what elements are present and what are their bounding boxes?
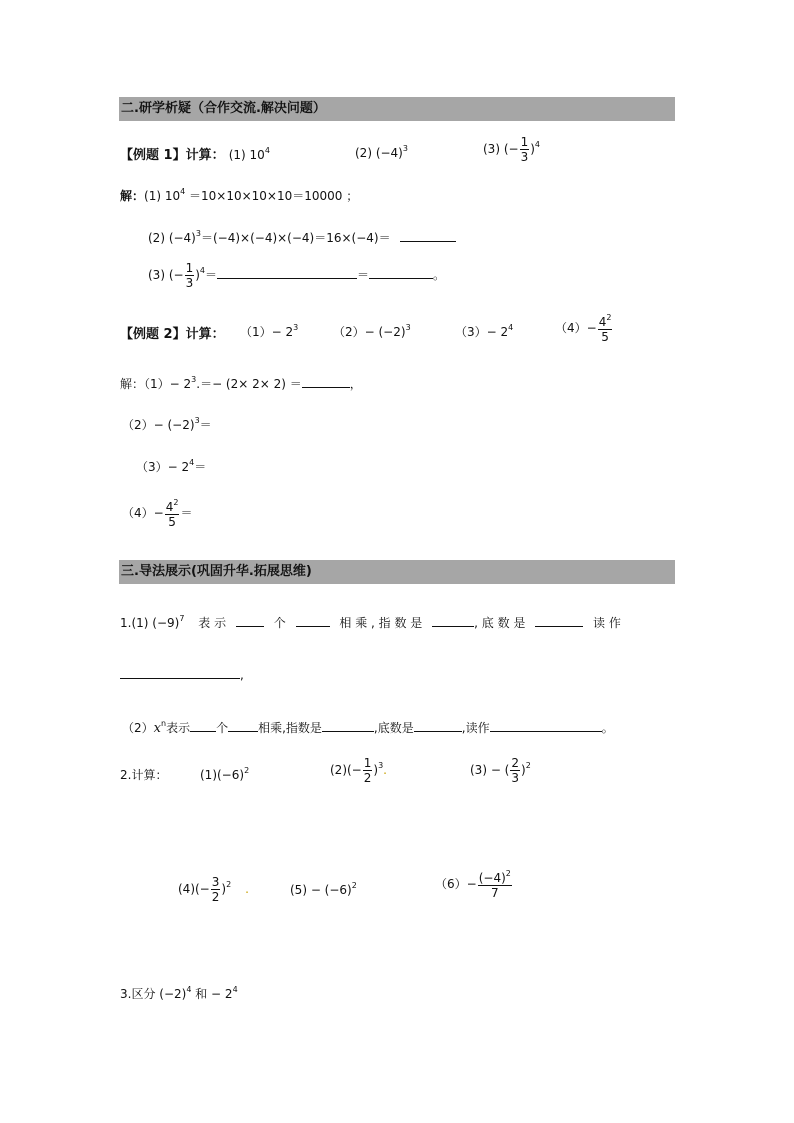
solution-1-line-1: 解：(1) $10^4 =10\times 10\times 10\times 10=10000$ ； [120,187,359,203]
answer-blank[interactable] [228,719,258,732]
question-2-item-1: $(1)(-6)^2$ [200,766,250,782]
question-1a-continuation: , [120,666,244,682]
question-1b-line: $(2)x^n$表示 个 相乘,指数是 ,底数是 ,读作 。 [122,719,614,736]
example-2-item-4: （4）− $\frac{4^2}{5}$ [555,313,612,344]
question-1a-line: 1.(1) $(-9)^7$ 表 示 个 相 乘 , 指 数 是 , 底 数 是 读 作 [120,614,621,630]
answer-blank[interactable] [369,266,433,279]
question-3-line: 3.区分 $(-2)^4$ 和 − $2^4$ [120,985,238,1001]
section-heading-3: 三.导法展示(巩固升华.拓展思维) [119,560,675,584]
answer-blank[interactable] [296,614,330,627]
solution-2-line-4: （4）− $\frac{4^2}{5}$ ＝ [122,498,193,529]
answer-blank[interactable] [414,719,462,732]
answer-blank[interactable] [490,719,602,732]
answer-blank[interactable] [217,266,357,279]
answer-blank[interactable] [322,719,374,732]
answer-blank[interactable] [236,614,264,627]
solution-2-line-1: 解：$(1)- 2^3.=- (2\times 2\times 2)$ ＝ ， [120,375,362,391]
question-2-item-4: (4)(− $\frac{3}{2}$ )$^2$ . [178,875,249,904]
solution-1-line-3: (3) (− $\frac{1}{3}$ )$^4$＝ ＝ 。 [148,261,446,290]
question-2-label: 2.计算： [120,768,168,782]
question-2-item-6: （6）− $\frac{(-4)^2}{7}$ [435,869,511,900]
example-2-item-3: $(3)- 2^4$ [455,323,514,339]
solution-1-label: 解： [120,189,145,203]
answer-blank[interactable] [535,614,583,627]
example-2-item-2: $(2)- (-2)^3$ [333,323,411,339]
example-1-line [120,144,270,163]
example-1-label: 【例题 1】计算： [120,148,225,163]
answer-blank[interactable] [400,229,456,242]
answer-blank[interactable] [432,614,474,627]
example-1-item-2: (2) $(-4)^3$ [355,144,408,160]
question-2-item-3: (3) − ( $\frac{2}{3}$ )$^2$ [470,756,531,785]
answer-blank[interactable] [302,375,350,388]
solution-2-line-3: $(3)- 2^4=$ [136,458,207,474]
example-1-item-3: (3) (− $\frac{1}{3}$ )$^4$ [483,135,540,164]
question-2-item-5: $(5) - (-6)^2$ [290,881,357,897]
answer-blank[interactable] [190,719,216,732]
section-heading-2: 二.研学析疑（合作交流.解决问题） [119,97,675,121]
answer-blank[interactable] [120,666,240,679]
example-1-item-1: (1) $10^4$ [228,146,270,162]
solution-2-line-2: $(2)- (-2)^3=$ [122,416,212,432]
example-2-item-1: $(1)- 2^3$ [240,323,299,339]
question-2-item-2: (2)(− $\frac{1}{2}$ )$^3$. [330,756,387,785]
solution-2-label: 解： [120,377,145,391]
solution-1-line-2: (2) $(-4)^3=(-4)\times(-4)\times(-4)=16\times(-4)=$ [148,229,456,246]
example-2-label: 【例题 2】计算： [120,327,225,342]
